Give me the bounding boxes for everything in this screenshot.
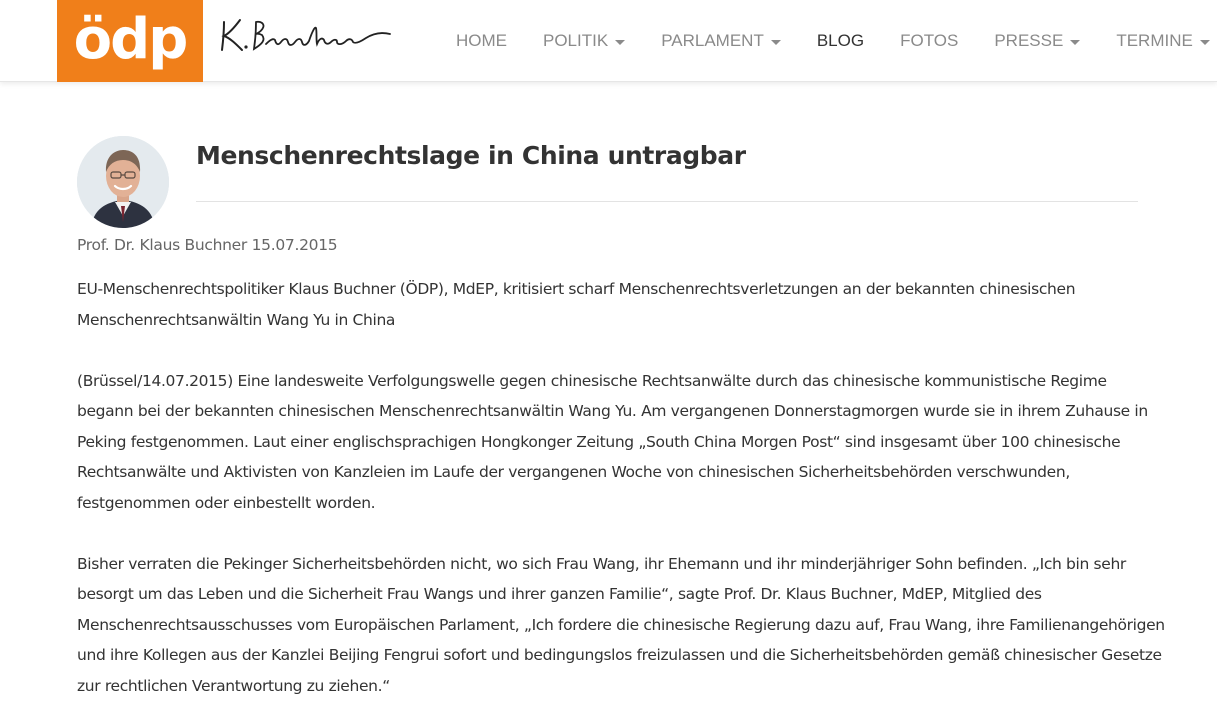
post-content <box>77 274 1167 720</box>
author-avatar <box>77 136 169 228</box>
nav-item-label: HOME <box>456 31 507 50</box>
nav-item-home[interactable] <box>438 0 525 82</box>
nav-item-label: PRESSE <box>994 31 1064 50</box>
nav-item-parlament[interactable] <box>643 0 799 82</box>
caret-down-icon <box>615 40 625 45</box>
nav-item-label: BLOG <box>816 31 865 50</box>
paragraph: Bisher verraten die Pekinger Sicherheitsbehörden nicht, wo sich Frau Wang, ihr Ehemann und ihr minderjähriger Sohn befinden. „Ich bin sehr besorgt um das Leben und die Sicherheit Frau Wangs und ihrer ganzen Familie“, sagte Prof. Dr. Klaus Buchner, MdEP, Mitglied des Menschenrechtsausschusses vom Europäischen Parlament, „Ich fordere die chinesische Regierung dazu auf, Frau Wang, ihre Familienangehörigen und ihre Kollegen aus der Kanzlei Beijing Fengrui sofort und bedingungslos freizulassen und die Sicherheitsbehörden gemäß chinesischer Gesetze zur rechtlichen Verantwortung zu ziehen.“ <box>77 554 1165 695</box>
logo-text: ödp <box>73 7 187 72</box>
caret-down-icon <box>1070 40 1080 45</box>
nav-item-politik[interactable] <box>525 0 643 82</box>
nav-item-label: POLITIK <box>543 31 609 50</box>
post-title: Menschenrechtslage in China untragbar <box>196 141 746 170</box>
oedp-logo[interactable] <box>57 0 203 82</box>
nav-item-presse[interactable] <box>976 0 1098 82</box>
nav-item-termine[interactable] <box>1098 0 1217 82</box>
title-divider <box>196 201 1138 202</box>
nav-item-label: FOTOS <box>900 31 959 50</box>
nav-item-label: TERMINE <box>1116 31 1193 50</box>
main-nav <box>438 0 1217 82</box>
signature-icon[interactable] <box>218 14 393 54</box>
post-meta: Prof. Dr. Klaus Buchner 15.07.2015 <box>77 236 338 254</box>
author-photo-icon <box>77 136 169 228</box>
nav-item-fotos[interactable] <box>882 0 976 82</box>
navbar <box>0 0 1217 82</box>
paragraph: (Brüssel/14.07.2015) Eine landesweite Verfolgungswelle gegen chinesische Rechtsanwälte durch das chinesische kommunistische Regime begann bei der bekannten chinesischen Menschenrechtsanwältin Wang Yu. Am vergangenen Donnerstagmorgen wurde sie in ihrem Zuhause in Peking festgenommen. Laut einer englischsprachigen Hongkonger Zeitung „South China Morgen Post“ sind insgesamt über 100 chinesische Rechtsanwälte und Aktivisten von Kanzleien im Laufe der vergangenen Woche von chinesischen Sicherheitsbehörden verschwunden, festgenommen oder einbestellt worden. <box>77 371 1148 512</box>
nav-item-label: PARLAMENT <box>661 31 764 50</box>
caret-down-icon <box>1200 40 1210 45</box>
paragraph: EU-Menschenrechtspolitiker Klaus Buchner (ÖDP), MdEP, kritisiert scharf Menschenrechtsverletzungen an der bekannten chinesischen Menschenrechtsanwältin Wang Yu in China <box>77 280 1076 329</box>
nav-item-blog[interactable] <box>799 0 882 82</box>
caret-down-icon <box>771 40 781 45</box>
